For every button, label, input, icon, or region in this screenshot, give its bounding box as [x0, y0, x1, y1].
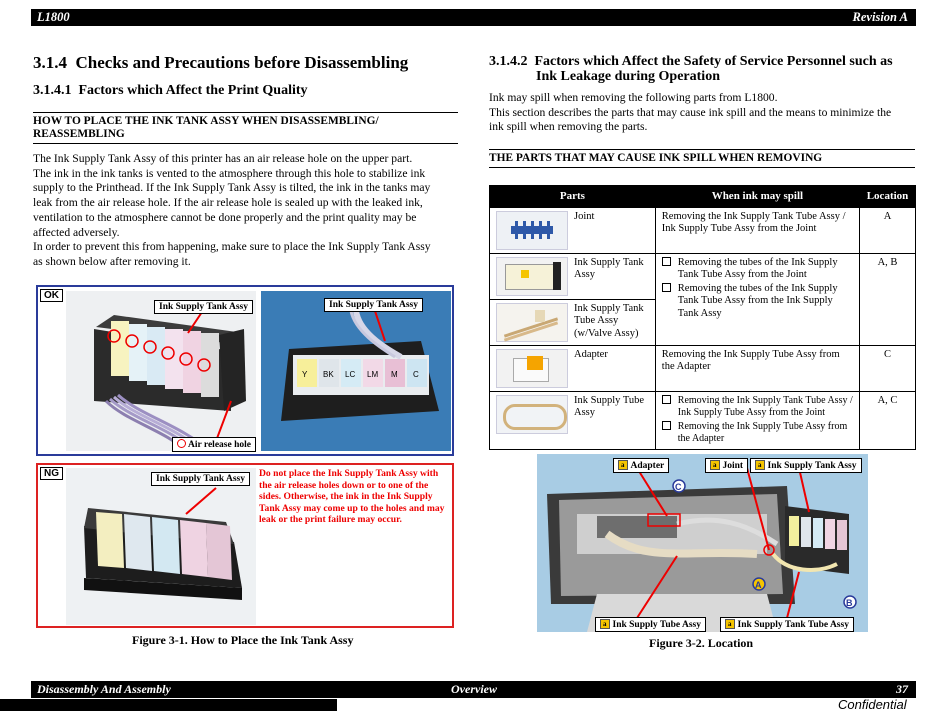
- ng-warning-line: the air release holes down or to one of the: [259, 479, 429, 491]
- ok-callout-air: [172, 437, 256, 452]
- callout-joint-text: Joint: [722, 461, 744, 471]
- table-row: [490, 207, 916, 253]
- when-cell: [655, 253, 859, 345]
- figure1-caption: Figure 3-1. How to Place the Ink Tank Assy: [132, 633, 354, 647]
- table-header-row: [490, 186, 916, 208]
- rule: [33, 112, 458, 113]
- ok-callout-air-text: Air release hole: [188, 440, 251, 450]
- parts-table: [489, 185, 916, 450]
- when-cell: Removing the Ink Supply Tank Tube Assy / Ink Supply Tube Assy from the Joint: [655, 207, 859, 253]
- subsection-title: 3.1.4.1 Factors which Affect the Print Quality: [33, 83, 308, 98]
- when-cell: Removing the Ink Supply Tube Assy from the Adapter: [655, 345, 859, 391]
- ng-warning-line: sides. Otherwise, the ink in the Ink Supply: [259, 491, 433, 502]
- checkbox-icon: [662, 283, 671, 292]
- when-item: [662, 395, 853, 420]
- callout-tube: [595, 617, 706, 632]
- callout-tank: [750, 458, 862, 473]
- paragraph-line: leak from the air release hole. If the air release hole is sealed up with the leaked ink,: [33, 196, 423, 210]
- paragraph-line: ventilation to the atmosphere cannot be done properly and the print quality may be: [33, 210, 417, 224]
- right-intro: [489, 91, 919, 135]
- paragraph-line: The ink in the ink tanks is vented to the atmosphere through this hole to stabilize ink: [33, 166, 426, 180]
- rule: [489, 167, 915, 168]
- checkbox-icon: [662, 395, 671, 404]
- how-to-heading-line: HOW TO PLACE THE INK TANK ASSY WHEN DISASSEMBLING/: [33, 115, 379, 127]
- paragraph-line: The Ink Supply Tank Assy of this printer has an air release hole on the upper part.: [33, 152, 413, 165]
- figure2-caption: Figure 3-2. Location: [649, 636, 754, 650]
- table-row: [490, 345, 916, 391]
- when-item-text: Removing the tubes of the Ink Supply Tank Tube Assy from the Ink Supply Tank Assy: [677, 282, 838, 319]
- part-cell: [490, 391, 656, 449]
- parts-heading: THE PARTS THAT MAY CAUSE INK SPILL WHEN REMOVING: [489, 152, 823, 164]
- tank-letter: BK: [323, 370, 334, 379]
- adapter-image: [496, 349, 568, 388]
- callout-tank-tube-text: Ink Supply Tank Tube Assy: [737, 620, 849, 630]
- footer-section: Overview: [451, 682, 497, 696]
- when-item: [662, 421, 853, 446]
- header-revision: Revision A: [852, 10, 908, 24]
- callout-tank-tube: [720, 617, 854, 632]
- confidential-strip: [0, 699, 337, 711]
- red-circle-icon: [177, 439, 186, 448]
- right-subsection-title-line: Ink Leakage during Operation: [536, 69, 720, 84]
- tank-letter: Y: [302, 370, 308, 379]
- intro-paragraph: [33, 152, 463, 270]
- location-cell: A, C: [860, 391, 916, 449]
- right-subsection-title-line: 3.1.4.2 Factors which Affect the Safety of Service Personnel such as: [489, 54, 893, 69]
- part-name: Joint: [574, 210, 595, 222]
- right-subsection-title: [489, 54, 919, 84]
- callout-adapter: [613, 458, 669, 473]
- when-item-text: Removing the tubes of the Ink Supply Tank Tube Assy from the Joint: [677, 256, 838, 280]
- tank-letter: M: [391, 370, 398, 379]
- header-bar: [31, 9, 916, 26]
- ok-label: OK: [40, 289, 63, 302]
- location-figure: [537, 454, 868, 632]
- callout-number-icon: a: [755, 460, 765, 470]
- tank-letter: C: [413, 370, 419, 379]
- callout-number-icon: a: [710, 460, 720, 470]
- marker-a: A: [755, 580, 762, 590]
- callout-number-icon: a: [618, 460, 628, 470]
- tank-letter: LM: [367, 370, 379, 379]
- joint-image: [496, 211, 568, 250]
- tank-tube-image: [496, 303, 568, 342]
- part-cell: [490, 207, 656, 253]
- table-header: When ink may spill: [655, 186, 859, 208]
- marker-b: B: [846, 598, 853, 608]
- checkbox-icon: [662, 257, 671, 266]
- paragraph-line: supply to the Printhead. If the Ink Supply Tank Assy is tilted, the ink in the tanks may: [33, 181, 431, 195]
- ng-warning: [259, 468, 454, 526]
- tank-image: [496, 257, 568, 296]
- when-item: [662, 283, 853, 321]
- location-cell: A, B: [860, 253, 916, 345]
- ok-callout-tank: Ink Supply Tank Assy: [154, 300, 253, 314]
- part-name: Ink Supply Tank Assy: [574, 256, 644, 280]
- callout-joint: [705, 458, 748, 473]
- location-cell: A: [860, 207, 916, 253]
- paragraph-line: affected adversely.: [33, 225, 120, 239]
- table-header: Location: [860, 186, 916, 208]
- ng-callout-tank: Ink Supply Tank Assy: [151, 472, 250, 486]
- callout-adapter-text: Adapter: [630, 461, 665, 471]
- part-name: Adapter: [574, 348, 608, 360]
- footer-chapter: Disassembly And Assembly: [37, 682, 171, 696]
- footer-bar: [31, 681, 916, 698]
- when-item-text: Removing the Ink Supply Tube Assy from the Adapter: [677, 420, 848, 444]
- when-item: [662, 257, 853, 282]
- ng-warning-line: Tank Assy may come up to the holes and may: [259, 502, 445, 514]
- ng-tank-photo: [66, 468, 256, 625]
- figure-ng-box: [36, 463, 454, 628]
- when-item-text: Removing the Ink Supply Tank Tube Assy / Ink Supply Tube Assy from the Joint: [677, 394, 853, 418]
- confidential-label: Confidential: [838, 697, 907, 712]
- header-model: L1800: [37, 10, 70, 24]
- when-cell: [655, 391, 859, 449]
- ok-tank-photo: [66, 291, 256, 451]
- paragraph-line: In order to prevent this from happening, make sure to place the Ink Supply Tank Assy: [33, 240, 431, 254]
- callout-number-icon: a: [600, 619, 610, 629]
- tube-image: [496, 395, 568, 434]
- ok-callout-tank-2: Ink Supply Tank Assy: [324, 298, 423, 312]
- how-to-heading-line: REASSEMBLING: [33, 128, 125, 140]
- section-title: 3.1.4 Checks and Precautions before Disassembling: [33, 53, 409, 72]
- how-to-heading: [33, 115, 379, 141]
- paragraph-line: as shown below after removing it.: [33, 254, 191, 268]
- callout-tube-text: Ink Supply Tube Assy: [612, 620, 701, 630]
- tank-letter: LC: [345, 370, 356, 379]
- part-name: Ink Supply Tank Tube Assy (w/Valve Assy): [574, 302, 644, 339]
- part-cell: [490, 253, 656, 299]
- ng-warning-line: Do not place the Ink Supply Tank Assy with: [259, 468, 439, 479]
- rule: [33, 143, 458, 144]
- intro-line: ink spill when removing the parts.: [489, 120, 648, 134]
- ng-label: NG: [40, 467, 63, 480]
- callout-tank-text: Ink Supply Tank Assy: [767, 461, 857, 471]
- ok-tank-top-photo: [261, 291, 451, 451]
- part-name: Ink Supply Tube Assy: [574, 394, 645, 418]
- marker-c: C: [675, 482, 682, 492]
- rule: [489, 149, 915, 150]
- figure-ok-box: [36, 285, 454, 456]
- location-cell: C: [860, 345, 916, 391]
- table-header: Parts: [490, 186, 656, 208]
- table-row: [490, 391, 916, 449]
- part-cell: [490, 299, 656, 345]
- intro-line: This section describes the parts that may cause ink spill and the means to minimize the: [489, 105, 892, 119]
- intro-line: Ink may spill when removing the following parts from L1800.: [489, 91, 778, 104]
- ng-warning-line: leak or the print failure may occur.: [259, 514, 402, 525]
- table-row: [490, 253, 916, 299]
- callout-number-icon: a: [725, 619, 735, 629]
- footer-page: 37: [896, 682, 908, 696]
- part-cell: [490, 345, 656, 391]
- checkbox-icon: [662, 421, 671, 430]
